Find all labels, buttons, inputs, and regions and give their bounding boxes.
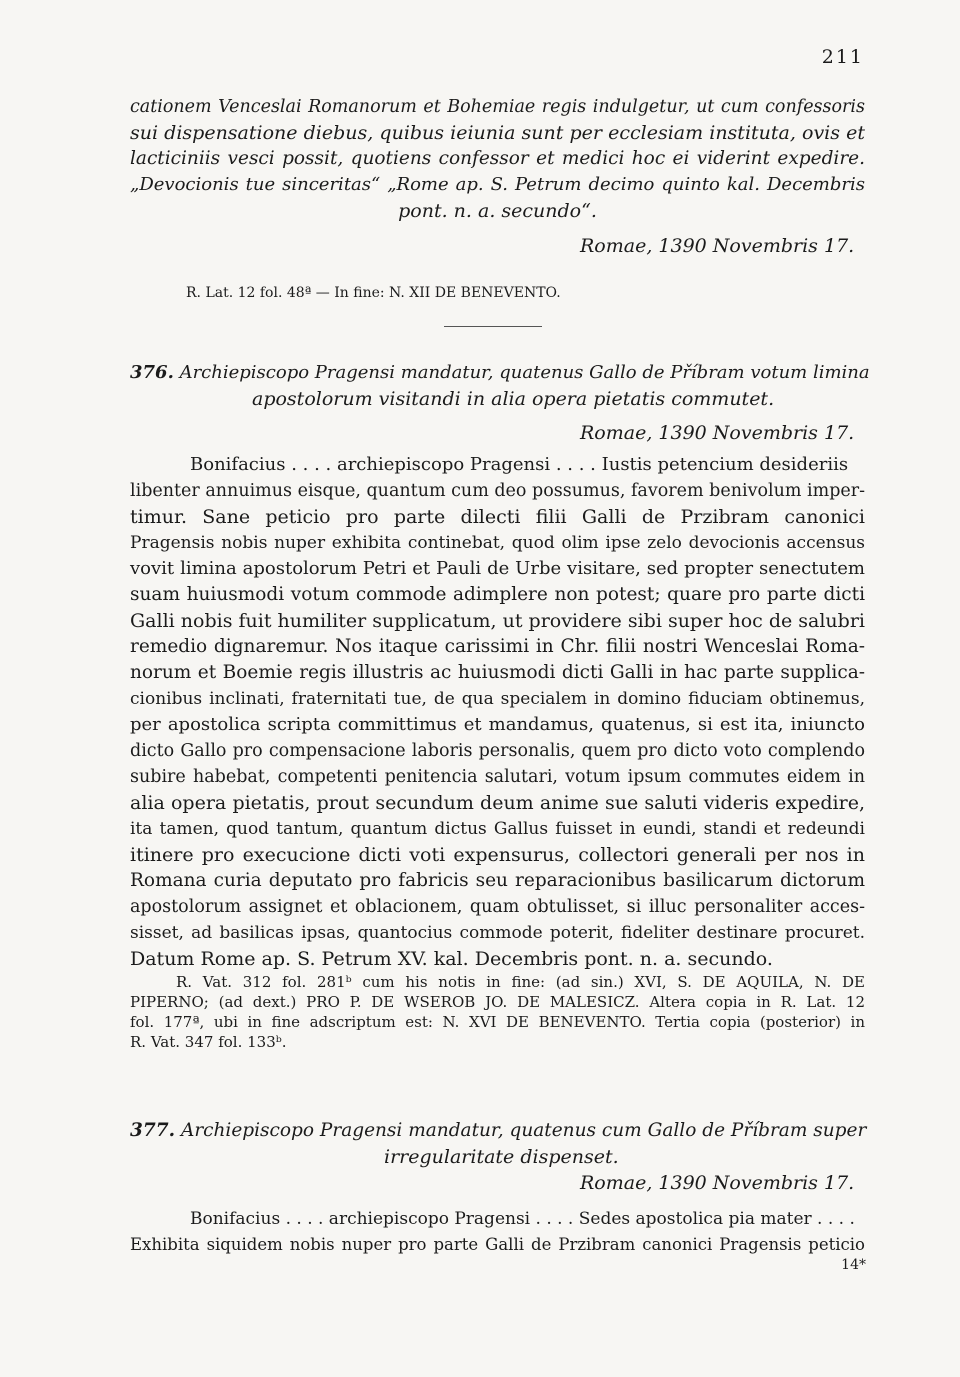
- note-line: fol. 177ª, ubi in fine adscriptum est: N. XVI DE BENEVENTO. Tertia copia (posterior) in: [130, 1013, 865, 1031]
- intro-line: pont. n. a. secundo“.: [398, 200, 597, 222]
- body-line: vovit limina apostolorum Petri et Pauli de Urbe visitare, sed propter senectutem: [130, 558, 865, 579]
- intro-line: „Devocionis tue sinceritas“ „Rome ap. S. Petrum decimo quinto kal. Decembris: [130, 174, 865, 195]
- body-line: alia opera pietatis, prout secundum deum anime sue saluti videris expedire,: [130, 792, 865, 814]
- doc377-body: [130, 1206, 865, 1258]
- body-line: norum et Boemie regis illustris ac huiusmodi dicti Galli in hac parte supplica-: [130, 662, 865, 683]
- body-line: remedio dignaremur. Nos itaque carissimi in Chr. filii nostri Wenceslai Roma-: [130, 636, 865, 657]
- body-line: Bonifacius . . . . archiepiscopo Pragensi . . . . Iustis petencium desideriis: [190, 454, 849, 475]
- body-line: itinere pro execucione dicti voti expensurus, collectori generali per nos in: [130, 844, 865, 866]
- body-line: subire habebat, competenti penitencia salutari, votum ipsum commutes eidem in: [130, 767, 865, 787]
- body-line: ita tamen, quod tantum, quantum dictus Gallus fuisset in eundi, standi et redeundi: [130, 819, 865, 839]
- body-line: timur. Sane peticio pro parte dilecti filii Galli de Przibram canonici: [130, 506, 865, 528]
- doc377-number: 377.: [130, 1120, 176, 1141]
- body-line: Exhibita siquidem nobis nuper pro parte Galli de Przibram canonici Pragensis peticio: [130, 1235, 865, 1254]
- body-line: libenter annuimus eisque, quantum cum deo possumus, favorem benivolum imper-: [130, 481, 866, 501]
- doc377-date: Romae, 1390 Novembris 17.: [580, 1172, 855, 1194]
- doc377-heading: [130, 1118, 866, 1144]
- doc376-number: 376.: [130, 362, 174, 383]
- body-line: suam huiusmodi votum commode adimplere non potest; quare pro parte dicti: [130, 584, 865, 605]
- doc377-title-line1: Archiepiscopo Pragensi mandatur, quatenus cum Gallo de Příbram super: [180, 1120, 867, 1141]
- page-number: 211: [821, 46, 864, 68]
- body-line: Bonifacius . . . . archiepiscopo Pragensi . . . . Sedes apostolica pia mater . . . .: [190, 1209, 855, 1229]
- body-line: Galli nobis fuit humiliter supplicatum, ut providere sibi super hoc de salubri: [130, 610, 865, 632]
- section-divider: [444, 326, 542, 327]
- intro-line: sui dispensatione diebus, quibus ieiunia sunt per ecclesiam instituta, ovis et: [130, 122, 865, 144]
- signature-mark: 14*: [841, 1257, 866, 1273]
- note-line: R. Vat. 312 fol. 281ᵇ cum his notis in fine: (ad sin.) XVI, S. DE AQUILA, N. DE: [176, 973, 865, 991]
- doc377-title-line2: irregularitate dispenset.: [384, 1146, 619, 1168]
- doc376-notes: [130, 972, 865, 1052]
- note-line: PIPERNO; (ad dext.) PRO P. DE WSEROB JO. DE MALESICZ. Altera copia in R. Lat. 12: [130, 993, 865, 1011]
- intro-source: R. Lat. 12 fol. 48ª — In fine: N. XII DE BENEVENTO.: [186, 285, 561, 301]
- doc376-title-line2: apostolorum visitandi in alia opera pietatis commutet.: [252, 388, 775, 410]
- doc376-title-line1: Archiepiscopo Pragensi mandatur, quatenus Gallo de Příbram votum limina: [179, 362, 870, 383]
- body-line: cionibus inclinati, fraternitati tue, de qua specialem in domino fiduciam obtinemus,: [130, 689, 865, 709]
- intro-line: lacticiniis vesci possit, quotiens confessor et medici hoc ei viderint expedire.: [130, 148, 865, 169]
- body-line: per apostolica scripta committimus et mandamus, quatenus, si est ita, iniuncto: [130, 714, 865, 735]
- doc376-heading: [130, 360, 870, 386]
- body-line: Datum Rome ap. S. Petrum XV. kal. Decembris pont. n. a. secundo.: [130, 948, 773, 970]
- body-line: apostolorum assignet et oblacionem, quam obtulisset, si illuc personaliter acces-: [130, 897, 865, 917]
- note-line: R. Vat. 347 fol. 133ᵇ.: [130, 1033, 287, 1051]
- intro-date: Romae, 1390 Novembris 17.: [580, 235, 855, 257]
- body-line: Pragensis nobis nuper exhibita continebat, quod olim ipse zelo devocionis accensus: [130, 533, 865, 553]
- doc376-body: [130, 452, 865, 972]
- body-line: Romana curia deputato pro fabricis seu reparacionibus basilicarum dictorum: [130, 870, 865, 891]
- body-line: sisset, ad basilicas ipsas, quantocius commode poterit, fideliter destinare procuret.: [130, 923, 865, 943]
- doc376-date: Romae, 1390 Novembris 17.: [580, 422, 855, 444]
- intro-text: [130, 94, 865, 224]
- intro-line: cationem Venceslai Romanorum et Bohemiae regis indulgetur, ut cum confessoris: [130, 97, 865, 117]
- body-line: dicto Gallo pro compensacione laboris personalis, quem pro dicto voto complendo: [130, 741, 865, 761]
